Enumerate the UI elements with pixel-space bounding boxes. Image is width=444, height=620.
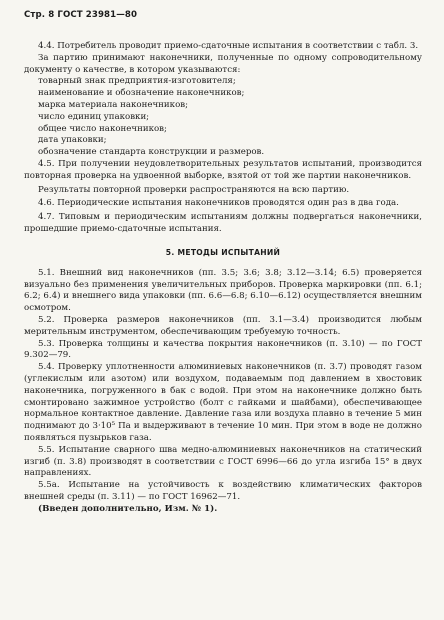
- paragraph-4-7: 4.7. Типовым и периодическим испытаниям должны подвергаться наконечники, прошедшие приемо-сдаточные испытания.: [24, 212, 422, 234]
- page-header: Стр. 8 ГОСТ 23981—80: [24, 10, 138, 20]
- paragraph-5-2: 5.2. Проверка размеров наконечников (пп. 3.1—3.4) производится любым мерительным инструментом, обеспечивающим требуемую точность.: [24, 314, 422, 337]
- paragraph-repeat-results: Результаты повторной проверки распространяются на всю партию.: [38, 184, 350, 195]
- paragraph-5-4: 5.4. Проверку уплотненности алюминиевых наконечников (п. 3.7) проводят газом (углекислым или азотом) или воздухом, подаваемым под давлением в хвостовик наконечника, погруженного в бак с водой. При этом на наконечнике должно быть смонтировано зажимное устройство (болт с гайками и шайбами), обеспечивающее нормальное контактное давление. Давление газа или воздуха плавно в течение 5 мин поднимают до 3·10⁵ Па и выдерживают в течение 10 мин. При этом в воде не должно появляться пузырьков газа.: [24, 362, 422, 443]
- list-item: товарный знак предприятия-изготовителя;: [38, 76, 236, 87]
- list-item: число единиц упаковки;: [38, 111, 150, 122]
- paragraph-batch: За партию принимают наконечники, полученные по одному сопроводительному документу о качестве, в котором указываются:: [24, 52, 422, 75]
- paragraph-5-1: 5.1. Внешний вид наконечников (пп. 3.5; 3.6; 3.8; 3.12—3.14; 6.5) проверяется визуально без применения увеличительных приборов. Проверка маркировки (пп. 6.1; 6.2; 6.4) и внешнего вида упаковки (пп. 6.6—6.8; 6.10—6.12) осуществляется внешним осмотром.: [24, 267, 422, 314]
- section-heading: 5. МЕТОДЫ ИСПЫТАНИЙ: [165, 247, 281, 257]
- paragraph-4-4: 4.4. Потребитель проводит приемо-сдаточные испытания в соответствии с табл. 3.: [38, 41, 419, 51]
- list-item: марка материала наконечников;: [38, 99, 189, 110]
- list-item: обозначение стандарта конструкции и размеров.: [38, 147, 265, 158]
- list-item: наименование и обозначение наконечников;: [38, 88, 245, 99]
- paragraph-4-6: 4.6. Периодические испытания наконечников проводятся один раз в два года.: [38, 198, 399, 209]
- paragraph-5-5a: 5.5а. Испытание на устойчивость к воздействию климатических факторов внешней среды (п. 3.11) — по ГОСТ 16962—71.: [24, 480, 422, 502]
- paragraph-5-3: 5.3. Проверка толщины и качества покрытия наконечников (п. 3.10) — по ГОСТ 9.302—79.: [24, 338, 422, 361]
- list-item: общее число наконечников;: [38, 123, 167, 134]
- paragraph-5-5: 5.5. Испытание сварного шва медно-алюминиевых наконечников на статический изгиб (п. 3.8) производят в соответствии с ГОСТ 6996—66 до угла изгиба 15° в двух направлениях.: [24, 444, 422, 479]
- paragraph-4-5: 4.5. При получении неудовлетворительных результатов испытаний, производится повторная проверка на удвоенной выборке, взятой от той же партии наконечников.: [24, 158, 422, 181]
- list-item: дата упаковки;: [38, 135, 107, 146]
- batch-list: [24, 76, 422, 159]
- amendment-note: (Введен дополнительно, Изм. № 1).: [38, 503, 218, 514]
